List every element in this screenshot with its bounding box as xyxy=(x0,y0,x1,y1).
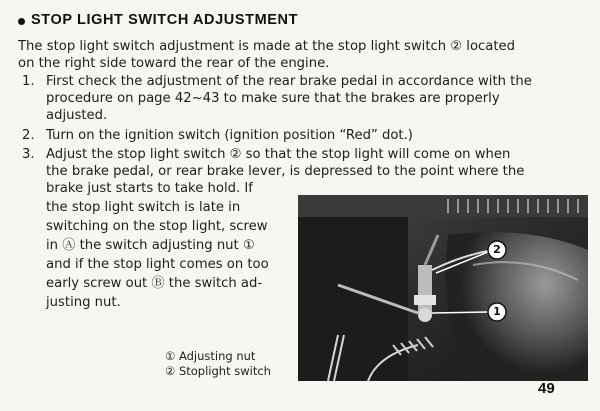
step-line: and if the stop light comes on too xyxy=(46,257,269,272)
legend-item: ① Adjusting nut xyxy=(165,349,256,363)
step-line: early screw out Ⓑ the switch ad- xyxy=(46,276,263,291)
step-line: Adjust the stop light switch ② so that the stop light will come on when xyxy=(46,147,511,162)
step-number: 1. xyxy=(22,74,35,89)
legend-item: ② Stoplight switch xyxy=(165,364,271,378)
engine-photo xyxy=(298,195,588,381)
intro-line: on the right side toward the rear of the engine. xyxy=(18,56,330,71)
step-line: in Ⓐ the switch adjusting nut ① xyxy=(46,238,255,253)
intro-line: The stop light switch adjustment is made at the stop light switch ② located xyxy=(18,39,516,54)
page-number: 49 xyxy=(538,380,555,397)
engine-photo-illustration xyxy=(298,195,588,381)
step-line: the stop light switch is late in xyxy=(46,200,241,215)
step-line: Turn on the ignition switch (ignition position “Red” dot.) xyxy=(46,128,413,143)
step-line: brake just starts to take hold. If xyxy=(46,181,253,196)
section-title: STOP LIGHT SWITCH ADJUSTMENT xyxy=(31,12,299,28)
step-line: First check the adjustment of the rear brake pedal in accordance with the xyxy=(46,74,532,89)
bullet-icon xyxy=(18,18,25,25)
step-line: procedure on page 42~43 to make sure that the brakes are properly xyxy=(46,91,500,106)
step-number: 2. xyxy=(22,128,35,143)
callout-2-label: 2 xyxy=(493,243,501,256)
section-heading xyxy=(18,12,298,28)
step-number: 3. xyxy=(22,147,35,162)
callout-1-label: 1 xyxy=(493,305,501,318)
step-line: adjusted. xyxy=(46,108,108,123)
step-line: justing nut. xyxy=(46,295,121,310)
step-line: the brake pedal, or rear brake lever, is depressed to the point where the xyxy=(46,164,525,179)
step-line: switching on the stop light, screw xyxy=(46,219,268,234)
